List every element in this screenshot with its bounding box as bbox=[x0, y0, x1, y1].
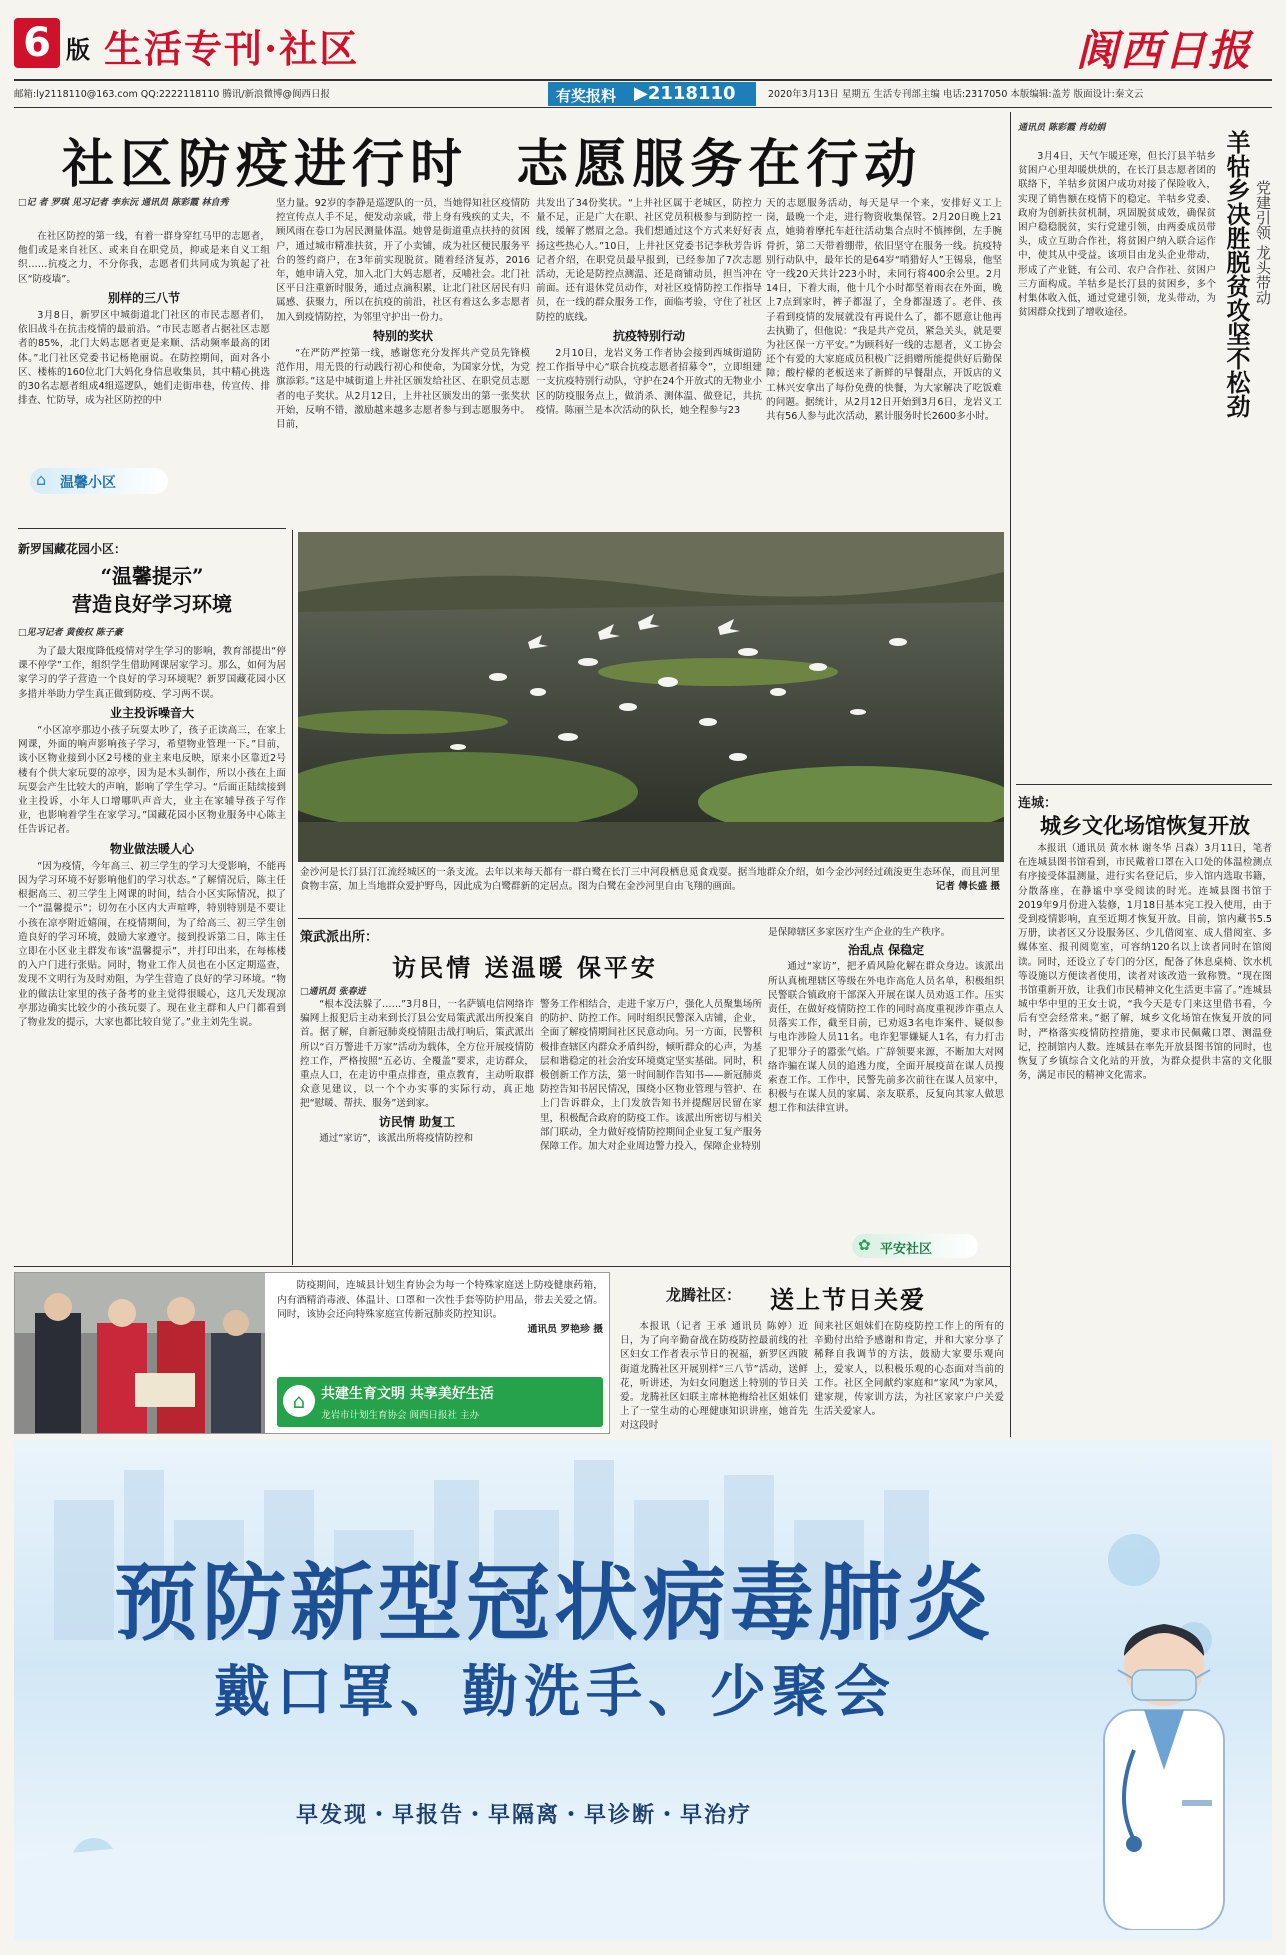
police-sub1: 访民情 助复工 bbox=[378, 1114, 456, 1129]
photo-credit: 记者 傅长盛 摄 bbox=[935, 881, 1000, 892]
right-byline: 通讯员 陈彩霞 肖幼娟 bbox=[1018, 123, 1106, 133]
doctor-illustration bbox=[1074, 1600, 1254, 1930]
right-title2: 城乡文化场馆恢复开放 bbox=[1040, 813, 1250, 838]
warm-p2: “小区凉亭那边小孩子玩耍太吵了，孩子正读高三，在家上网课，外面的响声影响孩子学习，希望物业管理一下。”目前，该小区物业接到小区2号楼的业主来电反映，原来小区靠近2号楼有个供大家玩耍的凉亭，因为是木头制作，所以小孩在上面玩耍会产生比较大的声响，影响了学生学习。“后面正陆续接到业主投诉，小年人口增哪叭声音大，业主在家辅导孩子写作业，也影响着学生在家学习。”国藏花园小区物业服务中心陈主任告诉记者。 bbox=[18, 725, 286, 836]
main-headline: 社区防疫进行时 志愿服务在行动 bbox=[62, 134, 923, 195]
warm-tag bbox=[30, 468, 168, 494]
longteng-col2 bbox=[814, 1320, 1004, 1434]
hotline-box bbox=[548, 82, 756, 106]
lead-col2-text: 坚力量。92岁的李静是巡逻队的一员，当她得知社区疫情防控宣传点人手不足，便发动亲戚，带上身有残疾的丈夫，不顾风雨在卷口为居民测量体温。她曾是街道重点扶持的贫困户，通过城市精准扶贫，开了小卖铺，成为社区便民服务平台的签约商户，在3年前实现脱贫。随着经济复苏，2016年，她申请入党，加入北门大妈志愿者，反哺社会。北门社区平日注重新时服务，通过点滴积累，让北门社区居民有归属感、获聚力，所以在抗疫的前沿，社区有着这么多志愿者加入到疫情防控，为邻里守护出一份力。 bbox=[276, 198, 530, 323]
egret-river-image bbox=[298, 532, 1004, 862]
left-column-divider bbox=[292, 530, 293, 1265]
right-column-divider bbox=[1010, 112, 1011, 1437]
right-body2-text: 本报讯（通讯员 黄水林 谢冬华 吕森）3月11日，笔者在连城县图书馆看到，市民戴着口罩在入口处的体温检测点有序接受体温测量，进行实名登记后，步入馆内选取书籍，分散落座，在静谧中享受阅读的时光。连城县图书馆于2019年9月份进入装修，1月18日基本完工投入使用，由于受到疫情影响，直至近期才恢复开放。目前，馆内藏书5.5万册，读者区又分设服务区、少儿借阅室、成人借阅室、多媒体室、报刊阅览室，可容纳120名以上读者同时在馆阅读。同时，还设立了专门的分区，配备了休息桌椅、饮水机等设施以方便读者使用，读者对该改造一致称赞。“现在图书馆重新开放，让我们市民精神文化生活更丰富了。”连城县城中华中里的王女士说，“我今天是专门来这里借书看，今后有空会经常来。”据了解，城乡文化场馆在恢复开放的同时，严格落实疫情防控措施，要求市民佩戴口罩、测温登记，控制馆内人数。连城县在率先开放县图书馆的同时，也恢复了乡镇综合文化站的开放，为群众提供丰富的文化服务，满足市民的精神文化需求。 bbox=[1018, 843, 1272, 1082]
lead-sub3: 抗疫特别行动 bbox=[612, 328, 685, 343]
police-col2-text: 警务工作相结合，走进千家万户，强化人员聚集场所的防护、防控工作。同时组织民警深入店铺，企业，全面了解疫情期间社区民意动向。另一方面，民警积极排查辖区内群众矛盾纠纷，倾听群众的心声，为基层和谐稳定的社会治安环境奠定坚实基础。同时，积极创新工作方法，第一时间制作告知书——新冠肺炎防控告知书居民情况，围绕小区物业管理与管护、在上门告诉群众，上门发放告知书并提醒居民留在家里，积极配合政府的防疫工作。该派出所密切与相关部门联动，全力做好疫情防控期间企业复工复产服务保障工作。加大对企业周边警力投入，保障企业特别 bbox=[540, 999, 762, 1153]
lead-col1-body: 3月8日，新罗区中城街道北门社区的市民志愿者们，依旧战斗在抗击疫情的最前沿。“市民志愿者占据社区志愿者的85%，北门大妈志愿者更是来顺、活动频率最高的团体。”北门社区党委书记杨艳丽说。在防控期间，面对各小区、楼栋的160位北门大妈化身信息收集员，其中精心挑选的30名志愿者组成4组巡逻队，她们走街串巷，传宣传、排排查、忙防导，成为社区防控的中 bbox=[18, 310, 270, 407]
right-lead2: 连城： bbox=[1018, 796, 1058, 811]
psa-slogan: 早发现・早报告・早隔离・早诊断・早治疗 bbox=[296, 1803, 753, 1828]
right-body2 bbox=[1018, 842, 1272, 1434]
promo-credit: 通讯员 罗艳珍 摄 bbox=[527, 1323, 603, 1335]
safe-community-tag bbox=[852, 1234, 978, 1258]
warm-tag-icon: ⌂ bbox=[36, 470, 47, 489]
egret-photo bbox=[298, 532, 1004, 862]
hotline-label: 有奖报料 bbox=[556, 87, 617, 105]
masthead-bottom-rule bbox=[14, 107, 1272, 108]
lead-sub2: 特别的奖状 bbox=[372, 328, 433, 343]
promo-banner-org: 龙岩市计划生育协会 阆西日报社 主办 bbox=[321, 1410, 480, 1421]
lead-col1-intro: 在社区防控的第一线，有着一群身穿红马甲的志愿者，他们或是来自社区、或来自在职党员，抑或是来自义工组织……抗疫之力，不分你我，志愿者们共同成为筑起了社区“防疫墙”。 bbox=[18, 231, 270, 285]
longteng-col1 bbox=[620, 1320, 808, 1434]
section-title: 生活专刊·社区 bbox=[104, 26, 360, 71]
police-byline: □通讯员 张春进 bbox=[300, 987, 366, 997]
police-kicker: 策武派出所： bbox=[300, 930, 379, 945]
warm-sub1: 业主投诉噪音大 bbox=[109, 705, 194, 720]
police-col3 bbox=[768, 926, 1004, 1226]
mid-horizontal-rule bbox=[14, 1266, 1010, 1267]
police-col1 bbox=[300, 998, 534, 1260]
lead-col2-body: “在严防严控第一线，感谢您充分发挥共产党员先锋模范作用，用无畏的行动践行初心和使命，为国家分忧，为党旗添彩。”这是中城街道上井社区颁发给社区、在职党员志愿者的电子奖状。从2月12日，上井社区颁发出的第一张奖状开始，反响不错，激励越来越多志愿者参与到志愿服务中。目前， bbox=[276, 348, 530, 431]
warm-sub2: 物业做法暖人心 bbox=[109, 841, 194, 856]
police-col2 bbox=[540, 998, 762, 1260]
contact-right: 2020年3月13日 星期五 生活专刊部主编 电话:2317050 本版编辑:盖芳 版面设计:秦文云 bbox=[768, 89, 1144, 100]
right-title-main: 羊牯乡决胜脱贫攻坚不松劲 bbox=[1222, 130, 1251, 418]
right-title-side: 党建引领 龙头带动 bbox=[1254, 180, 1272, 305]
police-sub2: 治乱点 保稳定 bbox=[847, 943, 925, 958]
warm-tag-label: 温馨小区 bbox=[60, 475, 116, 491]
promo-banner bbox=[277, 1377, 603, 1427]
longteng-col1-text: 本报讯（记者 王承 通讯员 陈婷）近日，为了向辛勤奋战在防疫防控最前线的社区妇女工作者表示节日的祝福，新罗区西陂街道龙腾社区开展别样“三八节”活动，送鲜花，听讲述，为妇女同胞送上特别的节日关爱。龙腾社区妇联主席林艳梅给社区姐妹们上了一堂生动的心理健康知识讲座，她首先对这段时 bbox=[620, 1321, 808, 1432]
lead-col3-body: 2月10日，龙岩义务工作者协会接到西城街道防控工作指导中心“联合抗疫志愿者招募令”，立即组建一支抗疫特别行动队，守护在24个开放式的无物业小区的防疫服务点上，做消杀、测体温、做登记，共抗疫情。陈丽兰是本次活动的队长，她全程参与23 bbox=[536, 348, 762, 416]
page-number-badge bbox=[14, 18, 60, 68]
lead-col4 bbox=[766, 197, 1002, 522]
promo-banner-title: 共建生育文明 共享美好生活 bbox=[321, 1386, 494, 1402]
masthead-top-rule bbox=[14, 79, 1272, 81]
right-body-text: 3月4日，天气乍暖还寒，但长汀县羊牯乡贫困户心里却暖烘烘的，在长汀县志愿者团的联络下，羊牯乡贫困户成功对接了保险收入，实现了销售额在疫情下的稳定。羊牯乡党委、政府为创新扶贫机制，巩固脱贫成效，确保贫困户稳稳脱贫，实行党建引领，由两委成员带头，成立互助合作社，将贫困户纳入联合运作中，使其从中受益。该项目由龙头企业带动，形成了产业链，有公司、农户合作社、贫困户三方面构成。羊牯乡是长汀县的贫困乡，多个村集体收入低，通过党建引领，龙头带动，为贫困群众找到了增收途径。 bbox=[1018, 151, 1216, 319]
lead-byline: □记 者 罗琪 见习记者 李东沅 通讯员 陈彩霞 林自秀 bbox=[18, 198, 229, 208]
page-suffix: 版 bbox=[66, 35, 90, 64]
lead-col1 bbox=[18, 230, 270, 470]
photo-caption-text: 金沙河是长汀县汀江流经城区的一条支流。去年以来每天都有一群白鹭在长汀三中河段栖息觅食戏耍。据当地群众介绍，如今金沙河经过疏浚更生态环保，而且河里食物丰富，加上当地群众爱护野鸟，因此成为白鹭群新的定居点。图为白鹭在金沙河里自由飞翔的画面。 bbox=[300, 867, 1000, 892]
lead-col3 bbox=[536, 197, 762, 522]
police-col3-text: 是保障辖区多家医疗生产企业的生产秩序。 bbox=[768, 927, 951, 938]
photo-caption bbox=[300, 866, 1000, 894]
lead-col4-text: 天的志愿服务活动，每天是早一个来，安排好义工上岗，最晚一个走，进行物资收集保管。2月20日晚上21点，她骑着摩托车赶往活动集合点时不慎摔倒，左手腕骨折，第二天带着绷带，依旧坚守在服务一线。抗疫特别行动队中，最年长的是64岁“哨猎好人”王锡泉，他坚守一线20天共计223小时，未同行将400余公里。2月14日，下着大雨，他十几个小时都坚着雨衣在外面，晚上7点到家时，裤子都湿了，全身都湿透了。老伴、孩子看到疫情的发展就没有再说什么了，都不愿意让他再去执勤了，但他说：“我是共产党员，紧急关头，就是要为社区保一方平安。”为顾科好一线的志愿者，义工协会还个有爱的大家庭成员积极广泛捐赠所能提供好后勤保障；酸柠檬的老板送来了新鲜的早餐甜点，开饭店的义工林兴安拿出了每份免费的快餐，为大家解决了吃饭难的问题。据统计，从2月12日开始到3月6日，龙岩义工共有56人参与此次活动，累计服务时长2600多小时。 bbox=[766, 198, 1002, 423]
lead-bottom-rule bbox=[18, 528, 286, 529]
police-col1-text: “根本没法躲了……”3月8日，一名萨镇电信网络诈骗网上报犯后主动来到长汀县公安局策武派出所投案自首。据了解，自新冠肺炎疫情阻击战打响后，策武派出所以“百万警进千万家”活动为载体，全方位开展疫情防控工作，严格按照“五必访、全覆盖”要求，走访群众，重点人口，在走访中重点排查，重点教育，主动听取群众意见建议，以一个个办实事的实际行动，真正地把“慰暖、帮扶、服务”送到家。 bbox=[300, 999, 534, 1110]
paper-name: 阆西日报 bbox=[1076, 26, 1253, 75]
warm-body bbox=[18, 645, 286, 1257]
promo-paragraph: 防疫期间，连城县计划生育协会为每一个特殊家庭送上防疫健康药箱，内有酒精消毒液、体温计、口罩和一次性手套等防护用品，带去关爱之情。同时，该协会还向特殊家庭宣传新冠肺炎防控知识。 bbox=[277, 1280, 603, 1321]
longteng-col2-text: 间来社区姐妹们在防疫防控工作上的所有的辛勤付出给予感谢和肯定，并和大家分享了稀释自我调节的方法，鼓励大家要乐观向上，爱家人，以积极乐观的心态面对当前的工作。社区全同献约家庭和“家风”为家风，建家规，传家训方法，为社区家家户户关爱生活关爱家人。 bbox=[814, 1321, 1004, 1418]
safe-tag-label: 平安社区 bbox=[880, 1242, 933, 1257]
safe-tag-icon: ✿ bbox=[858, 1236, 871, 1254]
police-col1-body: 通过“家访”，该派出所将疫情防控和 bbox=[319, 1132, 474, 1144]
photo-bottom-rule bbox=[298, 918, 1004, 919]
lead-col3-text: 共发出了34份奖状。“上井社区属于老城区，防控力量不足，正是广大在职、社区党员积极参与到防控一线，缓解了燃眉之急。我们想通过这个方式来好好表扬这些热心人。”10日，上井社区党委书记李秋芳告诉记者介绍，在职党员最早报到，已经参加了7次志愿活动，无论是防控点测温、还是商铺动员，担当冲在前面。还有退休党员动作，对社区疫情防控工作指导员，在一线的群众服务工作，面临考验，守住了社区防控的底线。 bbox=[536, 198, 762, 323]
warm-p3: “因为疫情，今年高三、初三学生的学习大受影响，不能再因为学习环境不好影响他们的学习状态。”了解情况后，陈主任根据高三、初三学生上网课的时间，结合小区实际情况，拟了一个“温馨提示”；切勿在小区内大声喧哗，特别特别是不要让小孩在凉亭附近嬉闹，在疫情期间，为了给高三、初三学生创造良好的学习环境，鼓励大家遵守。接到投诉第二日，陈主任立即在小区业主群发布该“温馨提示”，并打印出来，在每栋楼的入户门进行张贴。同时，物业工作人员也在小区定期巡查，发现不文明行为及时劝阻，为学生营造了良好的学习环境。“物业的做法让家里的孩子备考的业主觉得很暖心，这几天发现凉亭那边确实比较少的小孩玩耍了。现在业主群和人户门都看到了物业发的提示，大家也都比较自觉了。”业主刘先生说。 bbox=[18, 860, 286, 1029]
psa-title: 预防新型冠状病毒肺炎 bbox=[114, 1553, 995, 1652]
warm-p1: 为了最大限度降低疫情对学生学习的影响，教育部提出“停课不停学”工作，组织学生借助网课居家学习。那么，如何为居家学习的学子营造一个良好的学习环境呢？新罗国藏花园小区多措并举助力学生真正做到防疫、学习两不误。 bbox=[18, 646, 286, 700]
masthead bbox=[0, 0, 1286, 105]
longteng-kicker: 龙腾社区： bbox=[666, 1286, 742, 1304]
psa-subtitle: 戴口罩、勤洗手、少聚会 bbox=[214, 1659, 896, 1725]
volunteer-photo bbox=[15, 1273, 265, 1433]
police-col3-body: 通过“家访”，把矛盾风险化解在群众身边。该派出所认真梳理辖区等级在外电诈高危人员名单，积极组织民警联合镇政府干部深入开展在谋人员劝返工作。压实责任，在做好疫情防控工作的同时高度重视涉诈重点人员落实工作，截至目前，已劝返3名电诈案件、疑似参与电诈涉险人员11名。电诈犯罪嫌疑人1名，有力打击了犯罪分子的嚣张气焰。广辞领要来源，不断加大对网络诈骗在谋人员的追逃力度，全面开展疫苗在谋人员搜索查工作。工作中，民警先前多次前往在谋人员家中，积极与在谋人员的家属、亲友联系，反复向其家人做思想工作和法律宣讲。 bbox=[768, 961, 1004, 1115]
page-number: 6 bbox=[23, 20, 51, 66]
contact-left: 邮箱:ly2118110@163.com QQ:2222118110 腾讯/新浪微博@阆西日报 bbox=[14, 89, 331, 100]
longteng-title: 送上节日关爱 bbox=[770, 1285, 926, 1314]
promo-text bbox=[277, 1279, 603, 1337]
hotline-number: ▶2118110 bbox=[634, 83, 736, 104]
lead-sub1: 别样的三八节 bbox=[107, 290, 180, 305]
warm-title: “温馨提示” 营造良好学习环境 bbox=[72, 564, 232, 616]
promo-box bbox=[14, 1272, 610, 1434]
lead-col2 bbox=[276, 197, 530, 522]
police-title: 访民情 送温暖 保平安 bbox=[392, 953, 658, 982]
warm-byline: □见习记者 黄俊权 陈子豪 bbox=[18, 628, 123, 638]
promo-banner-icon: ⌂ bbox=[283, 1385, 315, 1417]
right-body bbox=[1018, 150, 1216, 775]
warm-kicker: 新罗国藏花园小区： bbox=[18, 542, 127, 556]
psa-banner bbox=[14, 1440, 1272, 1940]
right-column-rule bbox=[1016, 784, 1272, 785]
